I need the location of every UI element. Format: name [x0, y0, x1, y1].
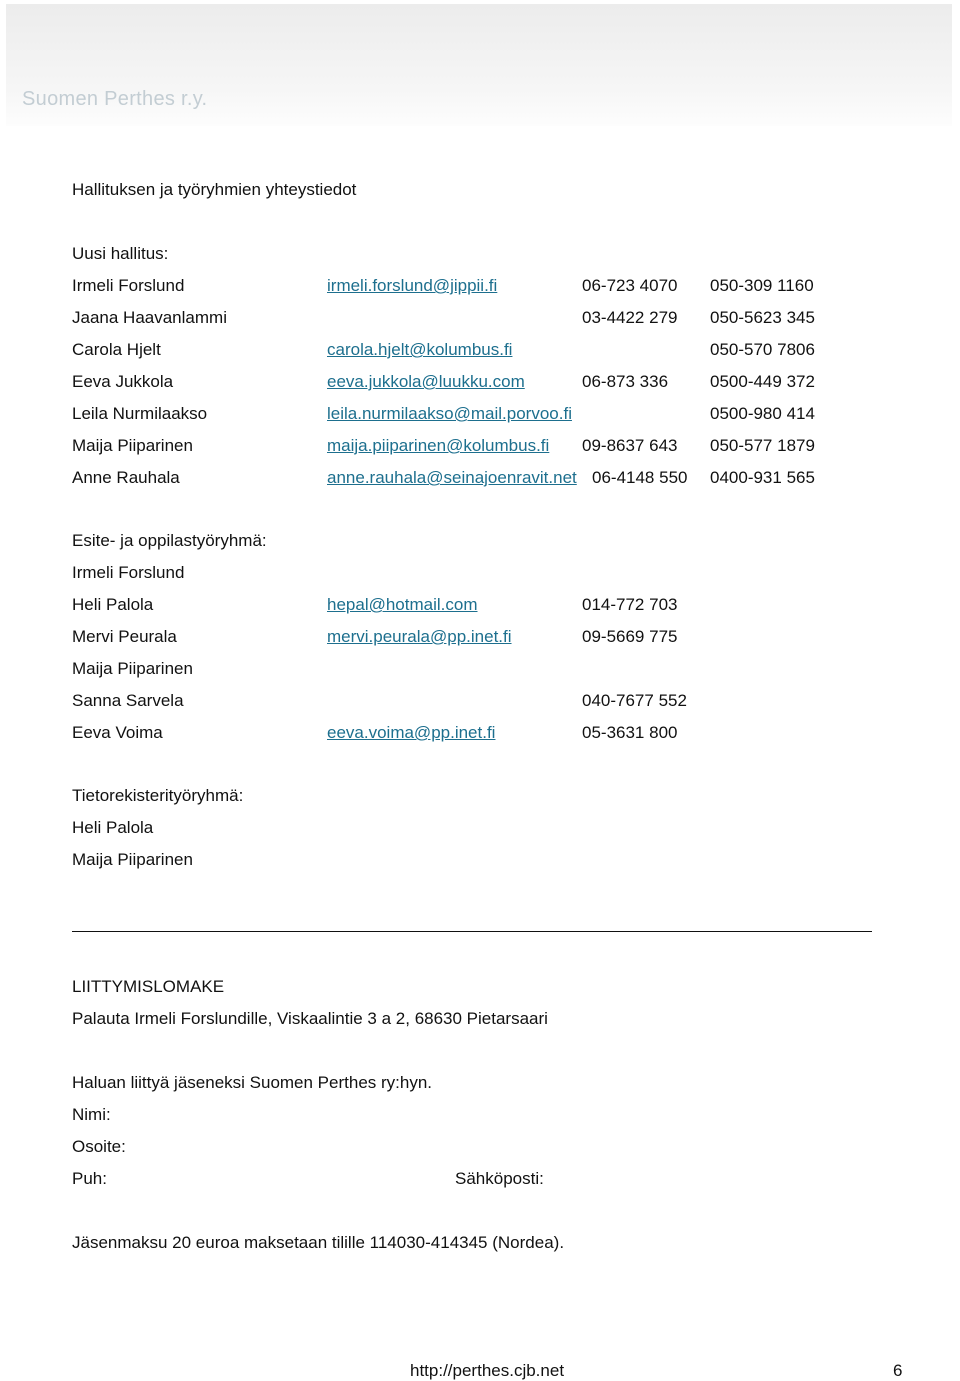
form-address-label: Osoite: — [72, 1137, 126, 1156]
board-member-name: Carola Hjelt — [72, 340, 161, 359]
group-member-email[interactable]: eeva.voima@pp.inet.fi — [327, 723, 496, 742]
board-member-name: Eeva Jukkola — [72, 372, 174, 391]
board-heading: Uusi hallitus: — [72, 244, 169, 263]
org-name: Suomen Perthes r.y. — [22, 88, 208, 110]
form-email-label: Sähköposti: — [455, 1169, 544, 1188]
header-banner — [6, 4, 952, 126]
group-member-name: Sanna Sarvela — [72, 691, 184, 710]
board-member-phone: 06-4148 550 — [592, 468, 688, 487]
group-member-name: Irmeli Forslund — [72, 563, 185, 582]
board-member-email[interactable]: anne.rauhala@seinajoenravit.net — [327, 468, 577, 487]
board-member-mobile: 050-570 7806 — [710, 340, 815, 359]
board-member-name: Maija Piiparinen — [72, 436, 193, 455]
board-member-phone: 03-4422 279 — [582, 308, 678, 327]
board-member-phone: 06-723 4070 — [582, 276, 678, 295]
section-divider — [72, 931, 872, 932]
board-member-name: Jaana Haavanlammi — [72, 308, 227, 327]
board-member-mobile: 050-577 1879 — [710, 436, 815, 455]
board-member-mobile: 0400-931 565 — [710, 468, 815, 487]
group-member-phone: 014-772 703 — [582, 595, 678, 614]
footer-url: http://perthes.cjb.net — [410, 1361, 565, 1380]
group-member-name: Heli Palola — [72, 595, 154, 614]
group-member-email[interactable]: hepal@hotmail.com — [327, 595, 478, 614]
board-member-phone: 06-873 336 — [582, 372, 669, 391]
group-member-name: Maija Piiparinen — [72, 850, 193, 869]
board-member-email[interactable]: eeva.jukkola@luukku.com — [327, 372, 525, 391]
board-member-phone: 09-8637 643 — [582, 436, 678, 455]
form-title: LIITTYMISLOMAKE — [72, 977, 225, 996]
group-member-name: Mervi Peurala — [72, 627, 177, 646]
board-member-email[interactable]: irmeli.forslund@jippii.fi — [327, 276, 498, 295]
group-member-name: Heli Palola — [72, 818, 154, 837]
group-member-phone: 09-5669 775 — [582, 627, 678, 646]
board-member-mobile: 050-309 1160 — [710, 276, 814, 295]
group-member-phone: 040-7677 552 — [582, 691, 687, 710]
board-member-mobile: 0500-449 372 — [710, 372, 815, 391]
group-member-phone: 05-3631 800 — [582, 723, 678, 742]
board-member-email[interactable]: maija.piiparinen@kolumbus.fi — [327, 436, 550, 455]
registry-group-heading: Tietorekisterityöryhmä: — [72, 786, 244, 805]
group-member-name: Eeva Voima — [72, 723, 163, 742]
board-member-email[interactable]: carola.hjelt@kolumbus.fi — [327, 340, 513, 359]
form-return-address: Palauta Irmeli Forslundille, Viskaalintie 3 a 2, 68630 Pietarsaari — [72, 1009, 548, 1028]
form-fee-note: Jäsenmaksu 20 euroa maksetaan tilille 114030-414345 (Nordea). — [72, 1233, 565, 1252]
form-name-label: Nimi: — [72, 1105, 111, 1124]
page-title: Hallituksen ja työryhmien yhteystiedot — [72, 180, 357, 199]
board-member-name: Leila Nurmilaakso — [72, 404, 208, 423]
form-intro: Haluan liittyä jäseneksi Suomen Perthes ry:hyn. — [72, 1073, 433, 1092]
board-member-mobile: 050-5623 345 — [710, 308, 815, 327]
board-member-email[interactable]: leila.nurmilaakso@mail.porvoo.fi — [327, 404, 572, 423]
board-member-mobile: 0500-980 414 — [710, 404, 815, 423]
form-phone-label: Puh: — [72, 1169, 107, 1188]
board-member-name: Irmeli Forslund — [72, 276, 185, 295]
brochure-group-heading: Esite- ja oppilastyöryhmä: — [72, 531, 267, 550]
group-member-email[interactable]: mervi.peurala@pp.inet.fi — [327, 627, 512, 646]
board-member-name: Anne Rauhala — [72, 468, 180, 487]
page-number: 6 — [893, 1361, 903, 1380]
group-member-name: Maija Piiparinen — [72, 659, 193, 678]
